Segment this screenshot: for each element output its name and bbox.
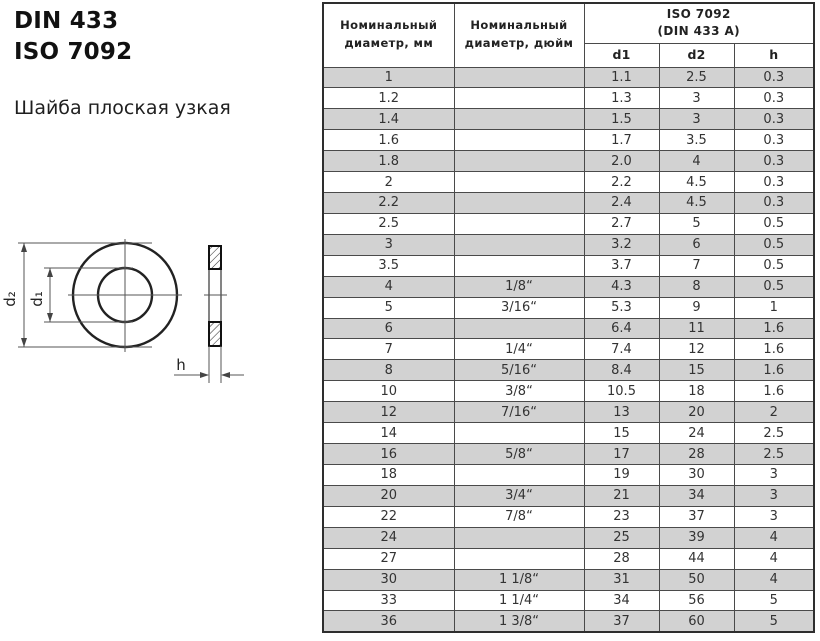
cell-d1: 34: [584, 590, 659, 611]
cell-mm: 36: [323, 611, 454, 632]
cell-d2: 28: [659, 444, 734, 465]
table-row: [323, 88, 814, 109]
cell-inch: 1/4“: [454, 339, 584, 360]
cell-inch: [454, 172, 584, 193]
table-row: [323, 339, 814, 360]
cell-d1: 1.1: [584, 67, 659, 88]
cell-d2: 20: [659, 402, 734, 423]
cell-d1: 1.7: [584, 130, 659, 151]
cell-d1: 17: [584, 444, 659, 465]
table-row: [323, 527, 814, 548]
cell-d2: 50: [659, 569, 734, 590]
cell-d1: 5.3: [584, 297, 659, 318]
washer-front-view: [68, 239, 182, 352]
cell-h: 0.3: [734, 193, 814, 214]
cell-mm: 27: [323, 548, 454, 569]
cell-d2: 11: [659, 318, 734, 339]
cell-h: 0.3: [734, 88, 814, 109]
cell-mm: 8: [323, 360, 454, 381]
cell-h: 0.5: [734, 276, 814, 297]
cell-d1: 1.5: [584, 109, 659, 130]
cell-d1: 21: [584, 485, 659, 506]
cell-d2: 3: [659, 109, 734, 130]
cell-h: 0.3: [734, 172, 814, 193]
table-row: [323, 318, 814, 339]
cell-h: 1.6: [734, 318, 814, 339]
cell-inch: 3/16“: [454, 297, 584, 318]
cell-d1: 31: [584, 569, 659, 590]
table-row: [323, 402, 814, 423]
cell-mm: 1.4: [323, 109, 454, 130]
col-header-h: h: [734, 43, 814, 67]
washer-technical-drawing: [0, 225, 300, 405]
cell-d1: 1.3: [584, 88, 659, 109]
cell-d2: 6: [659, 234, 734, 255]
col-header-d2: d2: [659, 43, 734, 67]
cell-inch: [454, 423, 584, 444]
table-row: [323, 255, 814, 276]
cell-inch: 7/8“: [454, 506, 584, 527]
standard-title-iso: ISO 7092: [14, 39, 133, 65]
cell-mm: 2.2: [323, 193, 454, 214]
cell-h: 0.3: [734, 67, 814, 88]
arrowhead-up-icon: [47, 268, 53, 277]
cell-d1: 2.0: [584, 151, 659, 172]
cell-mm: 1.6: [323, 130, 454, 151]
cell-mm: 22: [323, 506, 454, 527]
cell-mm: 1.2: [323, 88, 454, 109]
cell-h: 3: [734, 506, 814, 527]
cell-d1: 6.4: [584, 318, 659, 339]
cell-h: 4: [734, 569, 814, 590]
cell-d2: 5: [659, 213, 734, 234]
cell-mm: 16: [323, 444, 454, 465]
cell-mm: 2.5: [323, 213, 454, 234]
cell-inch: 1 1/8“: [454, 569, 584, 590]
cell-d2: 9: [659, 297, 734, 318]
cell-mm: 20: [323, 485, 454, 506]
cell-inch: 3/8“: [454, 381, 584, 402]
cell-d2: 2.5: [659, 67, 734, 88]
standard-title-din: DIN 433: [14, 8, 119, 34]
cell-mm: 6: [323, 318, 454, 339]
cell-inch: [454, 548, 584, 569]
h-dimension-label: h: [176, 356, 186, 374]
cell-mm: 18: [323, 465, 454, 486]
cell-inch: 5/16“: [454, 360, 584, 381]
table-row: [323, 276, 814, 297]
cell-d1: 23: [584, 506, 659, 527]
cell-inch: 5/8“: [454, 444, 584, 465]
cell-d2: 37: [659, 506, 734, 527]
title-block: [14, 6, 132, 68]
d2-dimension-label: d₂: [1, 291, 19, 307]
table-row: [323, 548, 814, 569]
cell-h: 4: [734, 527, 814, 548]
cell-d1: 15: [584, 423, 659, 444]
table-row: [323, 213, 814, 234]
cell-mm: 2: [323, 172, 454, 193]
cell-d2: 4.5: [659, 193, 734, 214]
cell-h: 0.5: [734, 213, 814, 234]
cell-inch: [454, 193, 584, 214]
cell-mm: 1.8: [323, 151, 454, 172]
cell-h: 4: [734, 548, 814, 569]
cell-inch: 1 1/4“: [454, 590, 584, 611]
cell-inch: [454, 255, 584, 276]
table-row: [323, 297, 814, 318]
cell-h: 1.6: [734, 360, 814, 381]
cell-mm: 5: [323, 297, 454, 318]
cell-d1: 13: [584, 402, 659, 423]
washer-dimensions-table: [322, 2, 815, 633]
col-header-iso-group: [584, 3, 814, 43]
cell-mm: 1: [323, 67, 454, 88]
arrowhead-down-icon: [47, 313, 53, 322]
cell-d2: 39: [659, 527, 734, 548]
arrowhead-down-icon: [21, 338, 27, 347]
cell-d2: 7: [659, 255, 734, 276]
iso-group-title-line1: ISO 7092: [666, 6, 731, 21]
cell-mm: 33: [323, 590, 454, 611]
cell-h: 2.5: [734, 423, 814, 444]
cell-inch: 1/8“: [454, 276, 584, 297]
cell-d1: 19: [584, 465, 659, 486]
cell-h: 2: [734, 402, 814, 423]
cell-d2: 12: [659, 339, 734, 360]
cell-mm: 3.5: [323, 255, 454, 276]
cell-inch: 3/4“: [454, 485, 584, 506]
table-row: [323, 130, 814, 151]
table-row: [323, 423, 814, 444]
cell-mm: 10: [323, 381, 454, 402]
table-row: [323, 109, 814, 130]
cell-d2: 8: [659, 276, 734, 297]
col-header-nominal-mm: Номинальный диаметр, мм: [323, 3, 454, 67]
cell-inch: [454, 88, 584, 109]
cell-d1: 28: [584, 548, 659, 569]
cell-inch: [454, 527, 584, 548]
d1-dimension-label: d₁: [28, 291, 46, 307]
cell-inch: [454, 151, 584, 172]
cell-h: 3: [734, 485, 814, 506]
table-row: [323, 506, 814, 527]
iso-group-title-line2: (DIN 433 A): [657, 24, 741, 39]
arrowhead-up-icon: [21, 243, 27, 252]
cell-inch: [454, 213, 584, 234]
table-row: [323, 444, 814, 465]
cell-mm: 3: [323, 234, 454, 255]
table-row: [323, 611, 814, 632]
cell-d2: 34: [659, 485, 734, 506]
table-row: [323, 234, 814, 255]
cell-d2: 15: [659, 360, 734, 381]
cell-inch: [454, 67, 584, 88]
cell-mm: 24: [323, 527, 454, 548]
table-row: [323, 172, 814, 193]
cell-d2: 44: [659, 548, 734, 569]
table-row: [323, 485, 814, 506]
table-row: [323, 590, 814, 611]
table-row: [323, 151, 814, 172]
cell-d1: 25: [584, 527, 659, 548]
cell-d2: 3: [659, 88, 734, 109]
cell-d1: 2.7: [584, 213, 659, 234]
table-body: [323, 67, 814, 632]
cell-mm: 12: [323, 402, 454, 423]
hatched-section-bottom: [209, 322, 221, 346]
table-row: [323, 360, 814, 381]
table-row: [323, 381, 814, 402]
cell-d2: 18: [659, 381, 734, 402]
cell-h: 2.5: [734, 444, 814, 465]
cell-inch: [454, 318, 584, 339]
cell-h: 0.3: [734, 109, 814, 130]
cell-d1: 7.4: [584, 339, 659, 360]
cell-h: 0.3: [734, 130, 814, 151]
cell-mm: 30: [323, 569, 454, 590]
hatched-section-top: [209, 246, 221, 269]
cell-inch: 7/16“: [454, 402, 584, 423]
arrowhead-right-icon: [200, 372, 209, 378]
cell-mm: 4: [323, 276, 454, 297]
cell-inch: [454, 130, 584, 151]
cell-d2: 30: [659, 465, 734, 486]
cell-mm: 7: [323, 339, 454, 360]
table-row: [323, 465, 814, 486]
cell-d1: 2.4: [584, 193, 659, 214]
cell-d2: 60: [659, 611, 734, 632]
cell-d2: 56: [659, 590, 734, 611]
cell-inch: [454, 234, 584, 255]
col-header-nominal-inch: Номинальный диаметр, дюйм: [454, 3, 584, 67]
product-subtitle: Шайба плоская узкая: [14, 97, 231, 119]
cell-d1: 8.4: [584, 360, 659, 381]
cell-h: 3: [734, 465, 814, 486]
col-header-d1: d1: [584, 43, 659, 67]
washer-section-view: [204, 246, 227, 346]
cell-h: 1: [734, 297, 814, 318]
cell-d2: 24: [659, 423, 734, 444]
table-row: [323, 193, 814, 214]
cell-inch: 1 3/8“: [454, 611, 584, 632]
cell-d1: 2.2: [584, 172, 659, 193]
cell-d2: 3.5: [659, 130, 734, 151]
cell-h: 5: [734, 611, 814, 632]
cell-d1: 10.5: [584, 381, 659, 402]
table-row: [323, 569, 814, 590]
table-row: [323, 67, 814, 88]
cell-d2: 4.5: [659, 172, 734, 193]
cell-h: 5: [734, 590, 814, 611]
cell-mm: 14: [323, 423, 454, 444]
cell-d2: 4: [659, 151, 734, 172]
cell-d1: 37: [584, 611, 659, 632]
cell-inch: [454, 465, 584, 486]
cell-h: 1.6: [734, 381, 814, 402]
cell-h: 0.5: [734, 234, 814, 255]
table-header: [323, 3, 814, 67]
cell-inch: [454, 109, 584, 130]
cell-d1: 3.2: [584, 234, 659, 255]
cell-d1: 4.3: [584, 276, 659, 297]
cell-h: 0.5: [734, 255, 814, 276]
cell-h: 0.3: [734, 151, 814, 172]
cell-d1: 3.7: [584, 255, 659, 276]
cell-h: 1.6: [734, 339, 814, 360]
arrowhead-left-icon: [221, 372, 230, 378]
